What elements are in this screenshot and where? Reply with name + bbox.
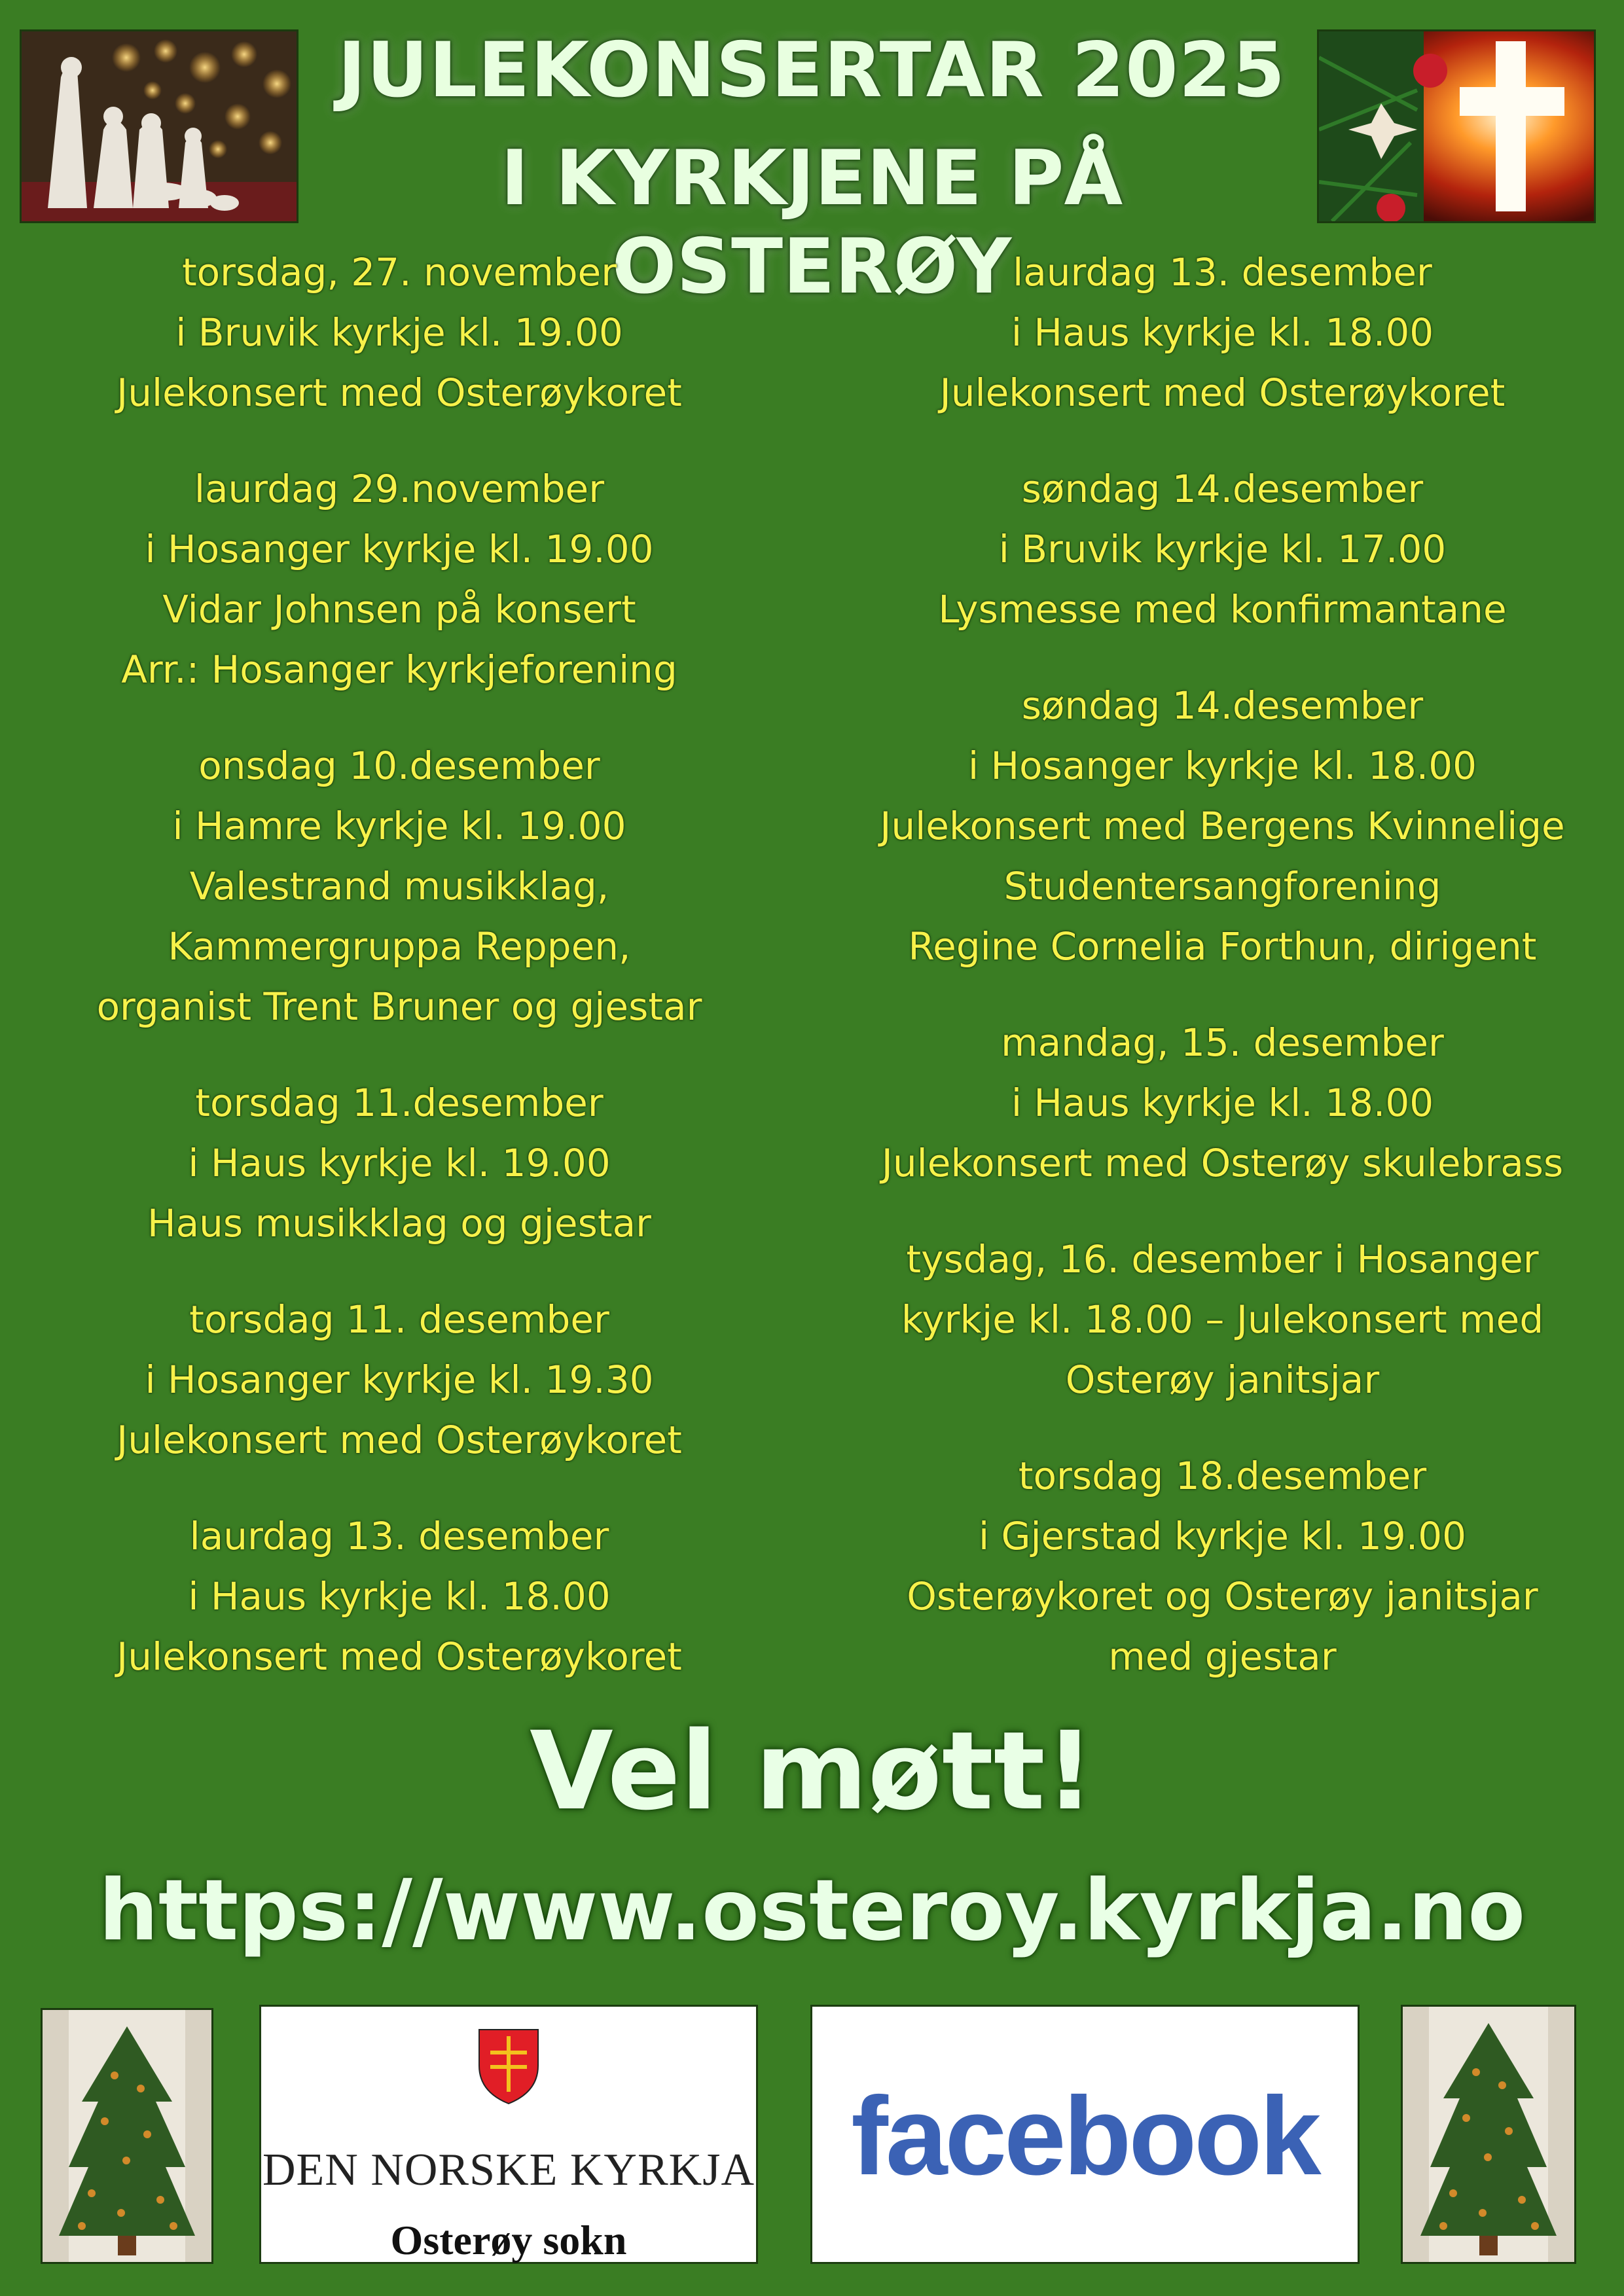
event-item bbox=[39, 242, 759, 423]
event-date: tysdag, 16. desember i Hosanger bbox=[906, 1237, 1539, 1282]
event-description: Julekonsert med Bergens Kvinnelige bbox=[880, 804, 1565, 848]
event-description: Studentersangforening bbox=[1003, 864, 1441, 908]
christmas-tree-image-left bbox=[41, 2008, 213, 2264]
event-date: torsdag 11. desember bbox=[189, 1297, 609, 1342]
event-item bbox=[841, 1446, 1604, 1687]
event-description: Kammergruppa Reppen, bbox=[168, 924, 631, 969]
event-item bbox=[39, 1289, 759, 1470]
event-item bbox=[841, 675, 1604, 977]
parish-name: Osterøy sokn bbox=[390, 2217, 627, 2263]
event-description: Lysmesse med konfirmantane bbox=[938, 587, 1507, 632]
event-description: Osterøykoret og Osterøy janitsjar bbox=[907, 1574, 1538, 1619]
event-date: torsdag 18.desember bbox=[1018, 1454, 1427, 1498]
event-venue: kyrkje kl. 18.00 – Julekonsert med bbox=[901, 1297, 1544, 1342]
title-line-2: I KYRKJENE PÅ OSTERØY bbox=[500, 134, 1123, 311]
event-description: Osterøy janitsjar bbox=[1065, 1357, 1380, 1402]
event-description: Julekonsert med Osterøykoret bbox=[117, 370, 682, 415]
event-venue: i Haus kyrkje kl. 18.00 bbox=[1011, 310, 1434, 355]
event-item bbox=[841, 459, 1604, 639]
event-description: Regine Cornelia Forthun, dirigent bbox=[908, 924, 1537, 969]
event-date: mandag, 15. desember bbox=[1001, 1020, 1444, 1065]
events-left-column bbox=[39, 242, 759, 1723]
event-description: Arr.: Hosanger kyrkjeforening bbox=[121, 647, 677, 692]
event-description: Vidar Johnsen på konsert bbox=[162, 587, 636, 632]
event-date: laurdag 29.november bbox=[194, 467, 605, 511]
event-description: organist Trent Bruner og gjestar bbox=[96, 984, 702, 1029]
event-description: Julekonsert med Osterøykoret bbox=[117, 1634, 682, 1679]
event-venue: i Hosanger kyrkje kl. 19.00 bbox=[145, 527, 654, 571]
event-description: Julekonsert med Osterøykoret bbox=[939, 370, 1506, 415]
website-link[interactable]: https://www.osteroy.kyrkja.no bbox=[98, 1862, 1526, 1960]
event-date: søndag 14.desember bbox=[1021, 683, 1424, 728]
event-date: torsdag, 27. november bbox=[181, 250, 617, 295]
event-date: laurdag 13. desember bbox=[189, 1514, 609, 1558]
event-description: med gjestar bbox=[1108, 1634, 1337, 1679]
event-item bbox=[39, 736, 759, 1037]
event-description: Haus musikklag og gjestar bbox=[147, 1201, 651, 1246]
event-venue: i Haus kyrkje kl. 19.00 bbox=[188, 1141, 611, 1185]
church-logo-box bbox=[259, 2005, 758, 2264]
christmas-tree-image-right bbox=[1401, 2005, 1576, 2264]
facebook-wordmark[interactable]: facebook bbox=[851, 2074, 1319, 2198]
event-venue: i Gjerstad kyrkje kl. 19.00 bbox=[978, 1514, 1467, 1558]
church-shield-icon bbox=[476, 2026, 541, 2105]
event-venue: i Bruvik kyrkje kl. 17.00 bbox=[998, 527, 1447, 571]
cross-image bbox=[1317, 29, 1596, 223]
event-description: Julekonsert med Osterøykoret bbox=[117, 1418, 682, 1462]
event-item bbox=[841, 1229, 1604, 1410]
event-venue: i Haus kyrkje kl. 18.00 bbox=[1011, 1081, 1434, 1125]
event-description: Valestrand musikklag, bbox=[189, 864, 609, 908]
event-date: søndag 14.desember bbox=[1021, 467, 1424, 511]
event-venue: i Hamre kyrkje kl. 19.00 bbox=[172, 804, 626, 848]
church-name: DEN NORSKE KYRKJA bbox=[262, 2145, 755, 2195]
event-item bbox=[39, 1506, 759, 1687]
facebook-logo-box[interactable] bbox=[810, 2005, 1360, 2264]
event-item bbox=[841, 242, 1604, 423]
nativity-image bbox=[20, 29, 298, 223]
event-date: laurdag 13. desember bbox=[1013, 250, 1432, 295]
event-venue: i Bruvik kyrkje kl. 19.00 bbox=[175, 310, 623, 355]
event-date: torsdag 11.desember bbox=[195, 1081, 604, 1125]
welcome-greeting: Vel møtt! bbox=[530, 1708, 1094, 1834]
title-line-1: JULEKONSERTAR 2025 bbox=[337, 26, 1286, 115]
event-description: Julekonsert med Osterøy skulebrass bbox=[881, 1141, 1564, 1185]
event-venue: i Hosanger kyrkje kl. 19.30 bbox=[145, 1357, 654, 1402]
event-venue: i Haus kyrkje kl. 18.00 bbox=[188, 1574, 611, 1619]
event-item bbox=[841, 1013, 1604, 1193]
event-venue: i Hosanger kyrkje kl. 18.00 bbox=[967, 744, 1477, 788]
event-item bbox=[39, 1073, 759, 1253]
event-date: onsdag 10.desember bbox=[198, 744, 600, 788]
event-item bbox=[39, 459, 759, 700]
events-right-column bbox=[841, 242, 1604, 1723]
